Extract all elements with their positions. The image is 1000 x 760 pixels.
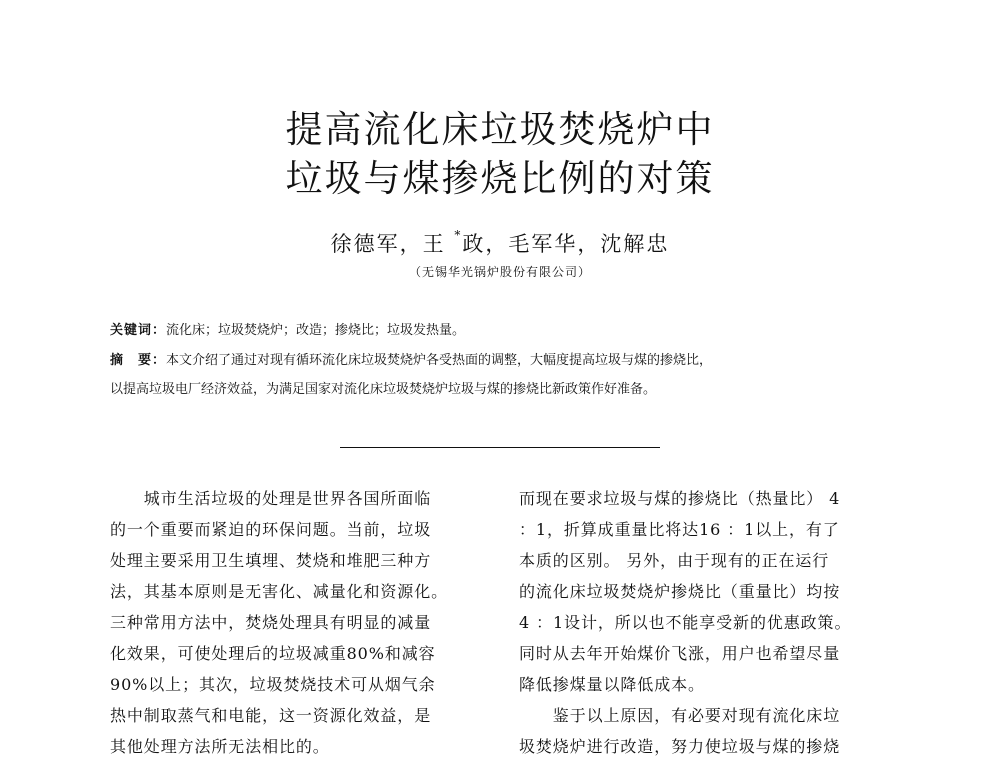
affiliation: （无锡华光锅炉股份有限公司） <box>408 265 591 279</box>
author-footnote-mark: * <box>454 228 463 242</box>
author-list <box>0 224 1000 259</box>
abstract-label: 摘 要： <box>110 353 167 368</box>
author-names-after-mark: 政，毛军华，沈解忠 <box>462 232 670 256</box>
keywords-label: 关键词： <box>110 323 167 338</box>
body-right-line-3: 本质的区别。 另外，由于现有的正在运行 <box>519 551 830 570</box>
body-left-line-1: 城市生活垃圾的处理是世界各国所面临 <box>110 489 432 508</box>
body-right-line-5: 4 ：1设计，所以也不能享受新的优惠政策。 <box>519 613 852 632</box>
body-right-line-1: 而现在要求垃圾与煤的掺烧比（热量比） 4 <box>519 489 841 508</box>
body-left-line-6: 化效果，可使处理后的垃圾减重80%和减容 <box>110 644 436 663</box>
body-left-line-4: 法，其基本原则是无害化、减量化和资源化。 <box>110 582 449 601</box>
section-divider <box>340 447 660 448</box>
body-right-line-7: 降低掺煤量以降低成本。 <box>519 675 705 694</box>
body-right-line-9: 圾焚烧炉进行改造，努力使垃圾与煤的掺烧 <box>519 737 841 756</box>
body-left-line-3: 处理主要采用卫生填埋、焚烧和堆肥三种方 <box>110 551 432 570</box>
body-left-line-2: 的一个重要而紧迫的环保问题。当前，垃圾 <box>110 520 432 539</box>
body-left-line-9: 其他处理方法所无法相比的。 <box>110 737 330 756</box>
abstract-line-1 <box>110 350 900 372</box>
body-right-line-4: 的流化床垃圾焚烧炉掺烧比（重量比）均按 <box>519 582 841 601</box>
body-right-line-8: 鉴于以上原因，有必要对现有流化床垃 <box>519 706 841 725</box>
body-left-line-5: 三种常用方法中，焚烧处理具有明显的减量 <box>110 613 432 632</box>
keywords-text: 流化床；垃圾焚烧炉；改造；掺烧比；垃圾发热量。 <box>166 323 466 338</box>
abstract-line-2: 以提高垃圾电厂经济效益，为满足国家对流化床垃圾焚烧炉垃圾与煤的掺烧比新政策作好准备。 <box>110 382 657 397</box>
body-right-line-6: 同时从去年开始煤价飞涨，用户也希望尽量 <box>519 644 841 663</box>
paper-title-line-1: 提高流化床垃圾焚烧炉中 <box>285 108 715 151</box>
abstract-text-1: 本文介绍了通过对现有循环流化床垃圾焚烧炉各受热面的调整，大幅度提高垃圾与煤的掺烧比， <box>166 353 713 368</box>
body-left-line-8: 热中制取蒸气和电能，这一资源化效益，是 <box>110 706 432 725</box>
keywords-line <box>110 320 900 342</box>
body-right-line-2: ：1，折算成重量比将达16 ：1以上，有了 <box>519 520 840 539</box>
body-left-line-7: 90%以上；其次，垃圾焚烧技术可从烟气余 <box>110 675 436 694</box>
paper-title-line-2: 垃圾与煤掺烧比例的对策 <box>285 157 715 200</box>
author-names-before-mark: 徐德军，王 <box>330 232 455 256</box>
